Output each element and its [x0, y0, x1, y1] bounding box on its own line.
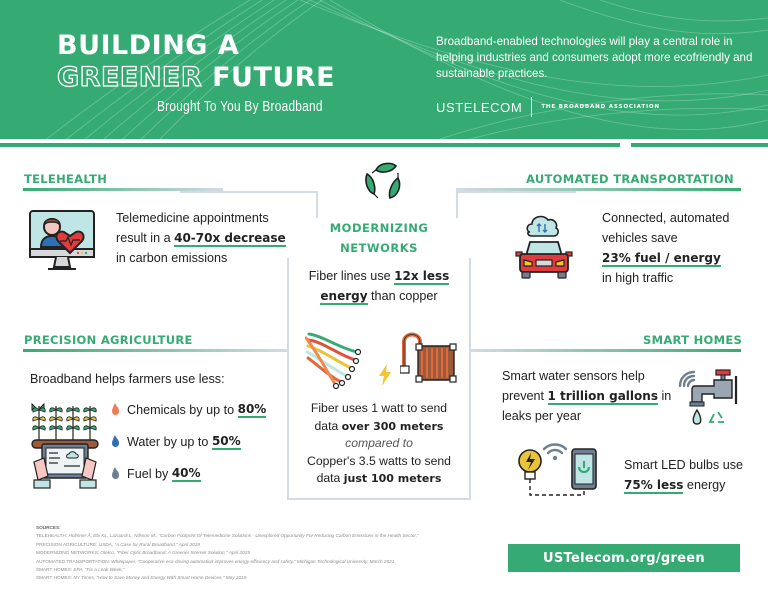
compare-line-5-pre: data	[316, 471, 344, 485]
section-title-smart-homes: SMART HOMES	[643, 333, 743, 347]
header-stripe-left	[0, 143, 620, 147]
ustelecom-green-link[interactable]: USTelecom.org/green	[508, 544, 740, 572]
section-title-agriculture: PRECISION AGRICULTURE	[24, 333, 193, 347]
compare-line-2-bold: over 300 meters	[341, 419, 444, 433]
ustelecom-logo	[436, 97, 660, 117]
smart-water-pre: Smart water sensors help prevent	[502, 369, 645, 403]
section-underline-smart-homes	[470, 349, 741, 352]
title-line-2	[57, 62, 335, 93]
connected-car-icon	[512, 210, 576, 282]
agriculture-item-value: 40%	[171, 466, 201, 480]
telemedicine-monitor-icon	[28, 205, 96, 277]
source-text: USDA, "A Case for Rural Broadband," April 2019	[98, 541, 200, 547]
logo-brand: USTELECOM	[436, 99, 523, 115]
modernizing-title-line-2: NETWORKS	[340, 241, 418, 255]
source-label: TELEHEALTH:	[36, 533, 68, 539]
source-item	[36, 541, 419, 549]
source-text: NY Times, "How to Save Money and Energy With Smart Home Devices," May 2019	[73, 575, 247, 581]
transportation-text-pre: Connected, automated vehicles save	[602, 211, 730, 245]
compare-line-5	[290, 470, 468, 488]
agriculture-item-water	[112, 434, 241, 450]
source-item	[36, 532, 419, 540]
smart-bulb-phone-icon	[514, 439, 604, 503]
title-line-1: BUILDING A	[57, 30, 240, 61]
section-underline-telehealth	[23, 188, 223, 191]
source-item	[36, 566, 419, 574]
source-item	[36, 574, 419, 582]
section-title-transportation: AUTOMATED TRANSPORTATION	[526, 172, 734, 186]
agriculture-intro: Broadband helps farmers use less:	[30, 372, 225, 386]
smart-led-pre: Smart LED bulbs use	[624, 458, 743, 472]
source-label: AUTOMATED TRANSPORTATION:	[36, 558, 110, 564]
modernizing-stat-post: than copper	[367, 289, 438, 303]
section-title-modernizing	[287, 218, 471, 258]
title-solid-word: FUTURE	[202, 62, 336, 93]
telehealth-text-post: in carbon emissions	[116, 251, 228, 265]
agriculture-item-label: Water by up to	[127, 435, 209, 449]
source-item	[36, 558, 419, 566]
lightning-bolt-icon	[378, 364, 392, 386]
transportation-highlight: 23% fuel / energy	[602, 251, 721, 265]
recycle-leaves-icon	[362, 160, 406, 204]
blue-drop-icon	[112, 438, 119, 447]
smart-water-post: in leaks per year	[502, 389, 672, 423]
smart-led-post: energy	[683, 478, 726, 492]
telehealth-highlight: 40-70x decrease	[174, 231, 286, 245]
modernizing-stat-highlight: 12x less energy	[320, 269, 450, 303]
transportation-text-post: in high traffic	[602, 271, 674, 285]
modernizing-title-line-1: MODERNIZING	[329, 221, 429, 235]
agriculture-item-value: 80%	[237, 402, 267, 416]
logo-divider	[531, 97, 532, 117]
section-title-telehealth: TELEHEALTH	[24, 172, 108, 186]
section-underline-agriculture	[23, 349, 288, 352]
source-text: EPA, "Fix a Leak Week,"	[73, 567, 125, 573]
sources-heading: SOURCES:	[36, 525, 61, 530]
telehealth-text-pre: Telemedicine appointments result in a	[116, 211, 269, 245]
compare-line-5-bold: just 100 meters	[343, 472, 442, 485]
compare-line-1: Fiber uses 1 watt to send	[310, 401, 448, 415]
agriculture-item-fuel	[112, 466, 201, 482]
source-label: SMART HOMES:	[36, 575, 73, 581]
agriculture-item-chemicals	[112, 402, 266, 418]
modernizing-stat-pre: Fiber lines use	[308, 269, 395, 283]
telehealth-text	[116, 208, 286, 268]
modernizing-stat	[297, 266, 461, 306]
compare-line-4: Copper's 3.5 watts to send	[307, 453, 451, 468]
source-text: Whitepaper, "Cooperative eco-driving automation improves energy efficiency and safety," Michigan Technological University, March 2021	[111, 558, 395, 564]
title-outline-word: GREENER	[57, 62, 203, 93]
source-label: MODERNIZING NETWORKS:	[36, 550, 100, 556]
compare-line-2-pre: data	[314, 418, 342, 433]
source-item	[36, 549, 419, 557]
section-underline-transportation	[456, 188, 741, 191]
smart-farming-tablet-icon	[30, 400, 100, 492]
smart-faucet-icon	[676, 368, 742, 428]
header-banner	[0, 0, 768, 139]
agriculture-item-label: Chemicals by up to	[127, 403, 235, 417]
agriculture-item-label: Fuel by	[127, 467, 169, 481]
subtitle: Brought To You By Broadband	[157, 99, 323, 115]
fiber-copper-comparison	[290, 400, 468, 488]
source-label: PRECISION AGRICULTURE:	[36, 541, 98, 547]
sources-list	[36, 524, 419, 583]
intro-text: Broadband-enabled technologies will play a central role in helping industries and consumers adopt more ecofriendly and sustainable practices.	[436, 35, 753, 80]
smart-water-highlight: 1 trillion gallons	[547, 389, 658, 403]
logo-tagline: THE BROADBAND ASSOCIATION	[541, 104, 660, 110]
header-stripe-right	[631, 143, 768, 147]
compare-line-2	[290, 418, 468, 436]
source-label: SMART HOMES:	[36, 567, 73, 573]
smart-led-text	[624, 455, 754, 495]
transportation-text	[602, 208, 752, 288]
orange-drop-icon	[112, 406, 119, 415]
smart-water-text	[502, 366, 672, 426]
source-text: Otelco, "Fiber Optic Broadband: A Greener Internet Solution," April 2019	[100, 550, 250, 556]
source-text: Holmner Å, Ebi KL, Lazuardi L, Nilsson M., "Carbon Footprint Of Telemedicine Solutions - Unexplored Opportunity For Reducing Carbon Emissions in the Health Sector,"	[68, 533, 419, 539]
gray-drop-icon	[112, 470, 119, 479]
fiber-cables-icon	[305, 328, 367, 394]
smart-led-highlight: 75% less	[624, 478, 684, 492]
compare-italic: compared to	[345, 436, 413, 450]
copper-coil-icon	[400, 328, 458, 388]
agriculture-item-value: 50%	[211, 434, 241, 448]
